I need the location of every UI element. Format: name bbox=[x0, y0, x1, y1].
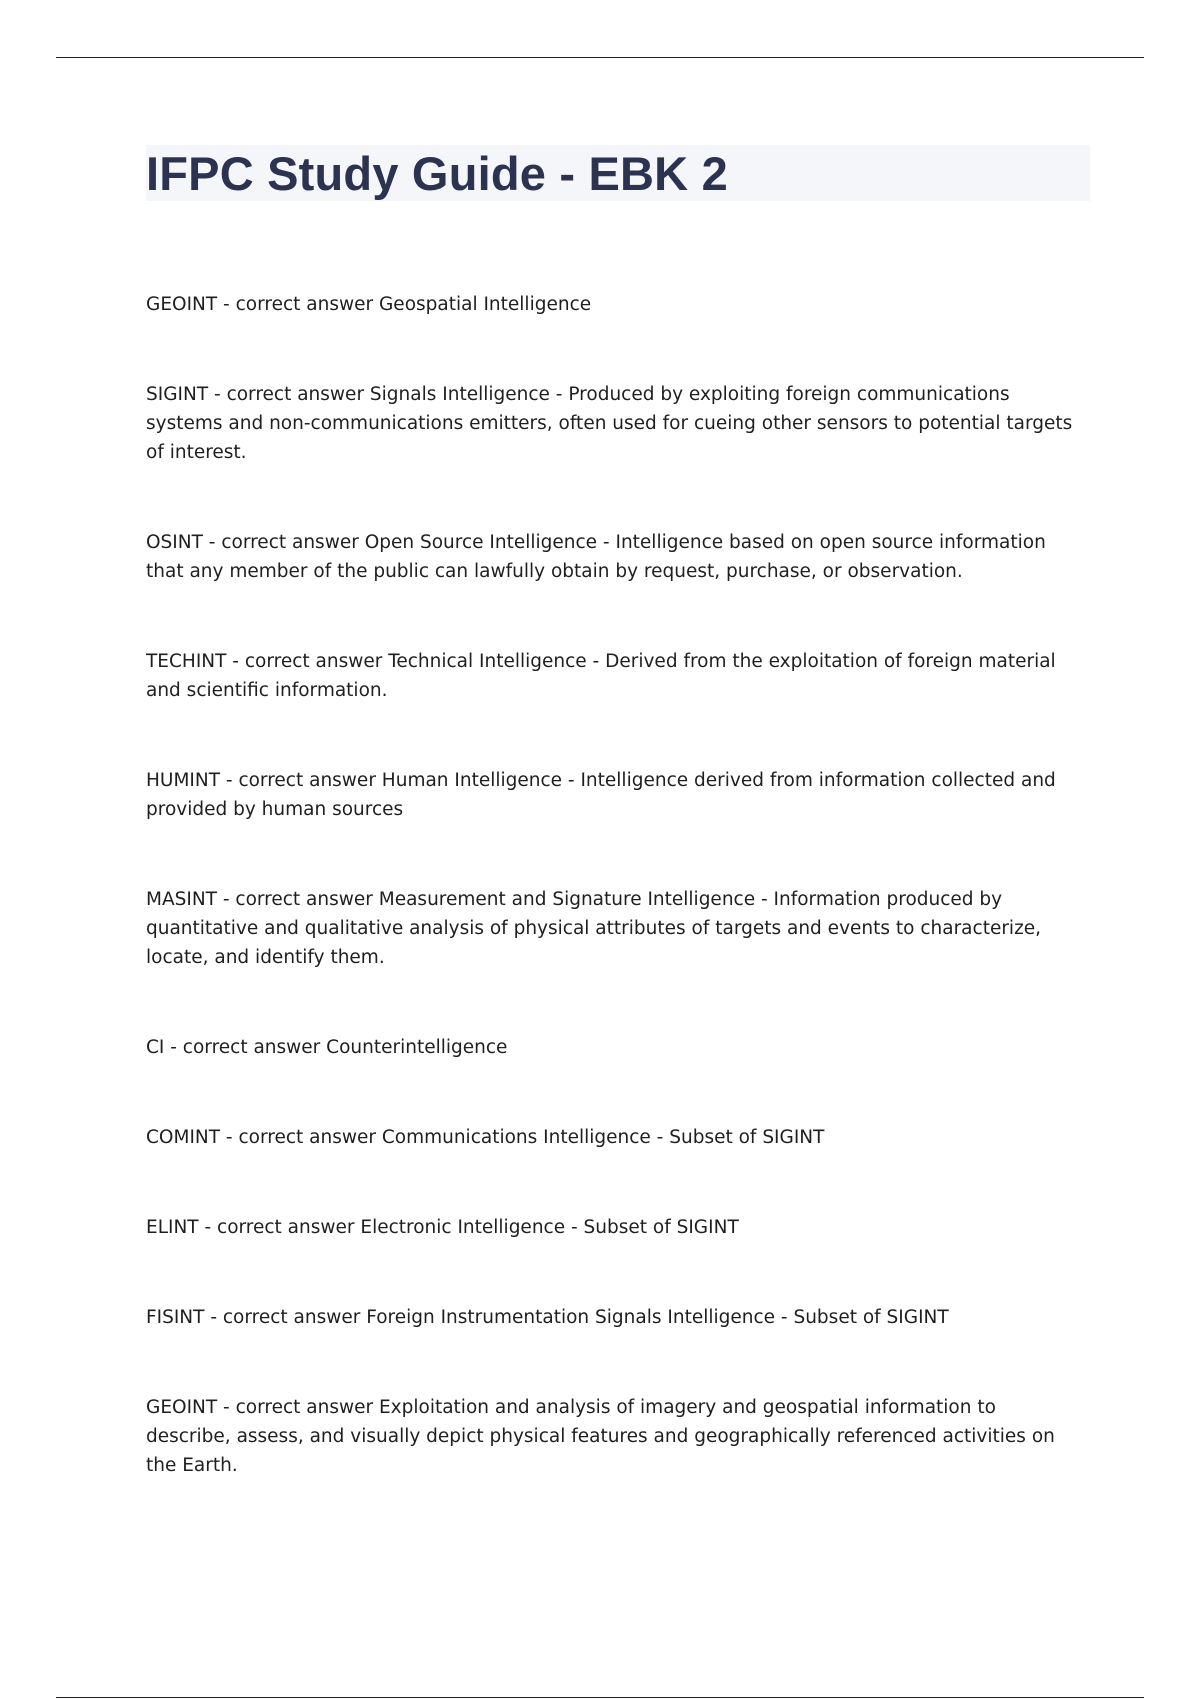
qa-entry-sigint: SIGINT - correct answer Signals Intelligence - Produced by exploiting foreign communications systems and non-communications emitters, often used for cueing other sensors to potential targets of interest. bbox=[146, 384, 1073, 463]
qa-entry-fisint: FISINT - correct answer Foreign Instrumentation Signals Intelligence - Subset of SIGINT bbox=[146, 1307, 949, 1328]
qa-entry-masint: MASINT - correct answer Measurement and Signature Intelligence - Information produced by quantitative and qualitative analysis of physical attributes of targets and events to characterize, locate, and identify them. bbox=[146, 889, 1042, 968]
qa-entry-osint: OSINT - correct answer Open Source Intelligence - Intelligence based on open source information that any member of the public can lawfully obtain by request, purchase, or observation. bbox=[146, 532, 1046, 582]
top-divider bbox=[56, 57, 1144, 58]
bottom-divider bbox=[56, 1697, 1144, 1698]
qa-entry-humint: HUMINT - correct answer Human Intelligence - Intelligence derived from information collected and provided by human sources bbox=[146, 770, 1056, 820]
qa-entry-comint: COMINT - correct answer Communications Intelligence - Subset of SIGINT bbox=[146, 1127, 825, 1148]
qa-list bbox=[146, 290, 1086, 1541]
qa-entry-techint: TECHINT - correct answer Technical Intelligence - Derived from the exploitation of foreign material and scientific information. bbox=[146, 651, 1056, 701]
qa-entry-elint: ELINT - correct answer Electronic Intelligence - Subset of SIGINT bbox=[146, 1217, 739, 1238]
qa-entry-ci: CI - correct answer Counterintelligence bbox=[146, 1037, 508, 1058]
qa-entry-geoint: GEOINT - correct answer Geospatial Intelligence bbox=[146, 294, 592, 315]
qa-entry-geoint-definition: GEOINT - correct answer Exploitation and analysis of imagery and geospatial information to describe, assess, and visually depict physical features and geographically referenced activities on the Earth. bbox=[146, 1397, 1055, 1476]
page-title: IFPC Study Guide - EBK 2 bbox=[146, 147, 728, 200]
